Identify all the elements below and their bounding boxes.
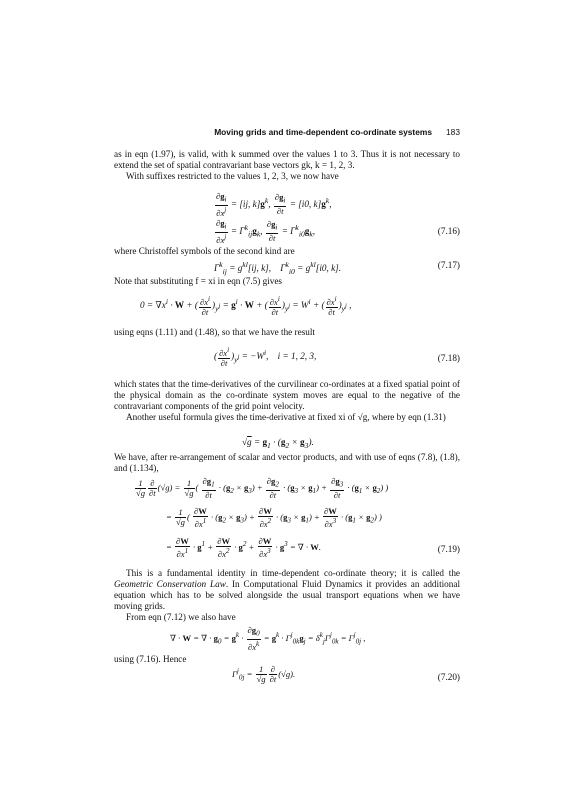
- paragraph-2: With suffixes restricted to the values 1, 2, 3, we now have: [126, 171, 339, 181]
- equation-7-20: $\Gamma^j_{0j}$ = $\frac{1}{√g}$ $\frac{\partial}{\partial t}$ (√g). (7.20): [232, 664, 460, 685]
- paragraph-9: [114, 568, 460, 612]
- geometric-conservation-law-term: Geometric Conservation Law: [114, 579, 226, 589]
- equation-7-18: ( $\frac{\partial x^i}{\partial t}$ )$_{y^j} = -W^i$, i = 1, 2, 3, (7.18): [214, 346, 460, 368]
- equation-gcl-line1: $\frac{1}{√g}$ $\frac{\partial}{\partial t}$ (√g) = $\frac{1}{√g}$ ( $\frac{\partial g_1}{\partial t}$ · $(g_2 \times g_3)$ + $\frac{\partial g_2}{\partial t}$ · $(g_3 \times g_1)$ + $\frac{\partial g_3}{\partial t}$ · $(g_1 \times g_2)$ ): [136, 476, 389, 500]
- paragraph-10: From eqn (7.12) we also have: [126, 612, 236, 622]
- equation-7-16-line1: $\frac{\partial g_i}{\partial x^j}$ = [ij, $k]g^k$, $\frac{\partial g_i}{\partial t}$ = [i0, $k]g^k$,: [216, 191, 332, 218]
- equation-7-17: $\Gamma^k_{ij} = g^{kl}[ij$, k], $\Gamma^k_{i0} = g^{kl}[i0$, k]. (7.17): [214, 260, 460, 276]
- paragraph-3: where Christoffel symbols of the second kind are: [114, 246, 295, 256]
- page-number: 183: [446, 127, 460, 137]
- eq-number-7-19: (7.19): [437, 544, 460, 554]
- equation-sqrt-g: $√g = g_1 \cdot (g_2 \times g_3)$.: [242, 437, 314, 450]
- paragraph-7: Another useful formula gives the time-derivative at fixed xi of √g, where by eqn (1.31): [126, 412, 446, 422]
- paragraph-1: as in eqn (1.97), is valid, with k summed over the values 1 to 3. Thus it is not necessary to extend the set of spatial contravariant base vectors gk, k = 1, 2, 3.: [114, 149, 460, 170]
- paragraph-9-part1: This is a fundamental identity in time-dependent co-ordinate theory; it is called the: [126, 568, 460, 578]
- equation-7-16-line2: $\frac{\partial g_i}{\partial x^j}$ = $\Gamma^k_{ij}g_k$, $\frac{\partial g_i}{\partial t}$ = $\Gamma^k_{i0}g_k$, (7.16): [216, 218, 460, 245]
- paragraph-9-part2: . In Computational Fluid Dynamics it provides an additional equation which has to be solved alongside the usual transport equations when we have moving grids.: [114, 579, 461, 611]
- equation-gcl-line2: = $\frac{1}{√g}$ ( $\frac{\partial W}{\partial x^1}$ · $(g_2 \times g_3)$ + $\frac{\partial W}{\partial x^2}$ · $(g_3 \times g_1)$ + $\frac{\partial W}{\partial x^3}$ · $(g_1 \times g_2)$ ): [166, 506, 382, 529]
- eq-number-7-16: (7.16): [437, 226, 460, 236]
- paragraph-8: We have, after re-arrangement of scalar and vector products, and with use of eqns (7.8), (1.8), and (1.134),: [114, 452, 460, 473]
- equation-substitution: $0 = \nabla x^i \cdot W$ + ( $\frac{\partial x^i}{\partial t}$ )$_{y^j} = g^i \cdot W$ + ( $\frac{\partial x^i}{\partial t}$ )$_{y^j} = W^i$ + ( $\frac{\partial x^i}{\partial t}$ )$_{y^j}$ ,: [140, 295, 352, 317]
- paragraph-4: Note that substituting f = xi in eqn (7.5) gives: [114, 276, 282, 286]
- equation-div-w: ∇ · W = ∇ · $g_0 = g^k$ · $\frac{\partial g_0}{\partial x^k}$ = $g^k \cdot \Gamma^j_{0k}g_j = \delta^k_j\Gamma^j_{0k} = \Gamma^j_{0j}$ ,: [170, 625, 366, 652]
- paragraph-11: using (7.16). Hence: [114, 654, 187, 664]
- eq-number-7-18: (7.18): [437, 353, 460, 363]
- eq-number-7-17: (7.17): [437, 260, 460, 270]
- paragraph-6: which states that the time-derivatives of the curvilinear co-ordinates at a fixed spatial point of the physical domain as the co-ordinate system moves are equal to the negative of the contravariant components of the grid point velocity.: [114, 379, 460, 411]
- eq-number-7-20: (7.20): [437, 672, 460, 682]
- header-title: Moving grids and time-dependent co-ordinate systems: [214, 127, 432, 137]
- equation-7-19: = $\frac{\partial W}{\partial x^1}$ · $g^1$ + $\frac{\partial W}{\partial x^2}$ · $g^2$ + $\frac{\partial W}{\partial x^3}$ · $g^3$ = ∇ · W. (7.19): [166, 536, 460, 559]
- paragraph-5: using eqns (1.11) and (1.48), so that we have the result: [114, 327, 315, 337]
- running-header: [114, 127, 460, 139]
